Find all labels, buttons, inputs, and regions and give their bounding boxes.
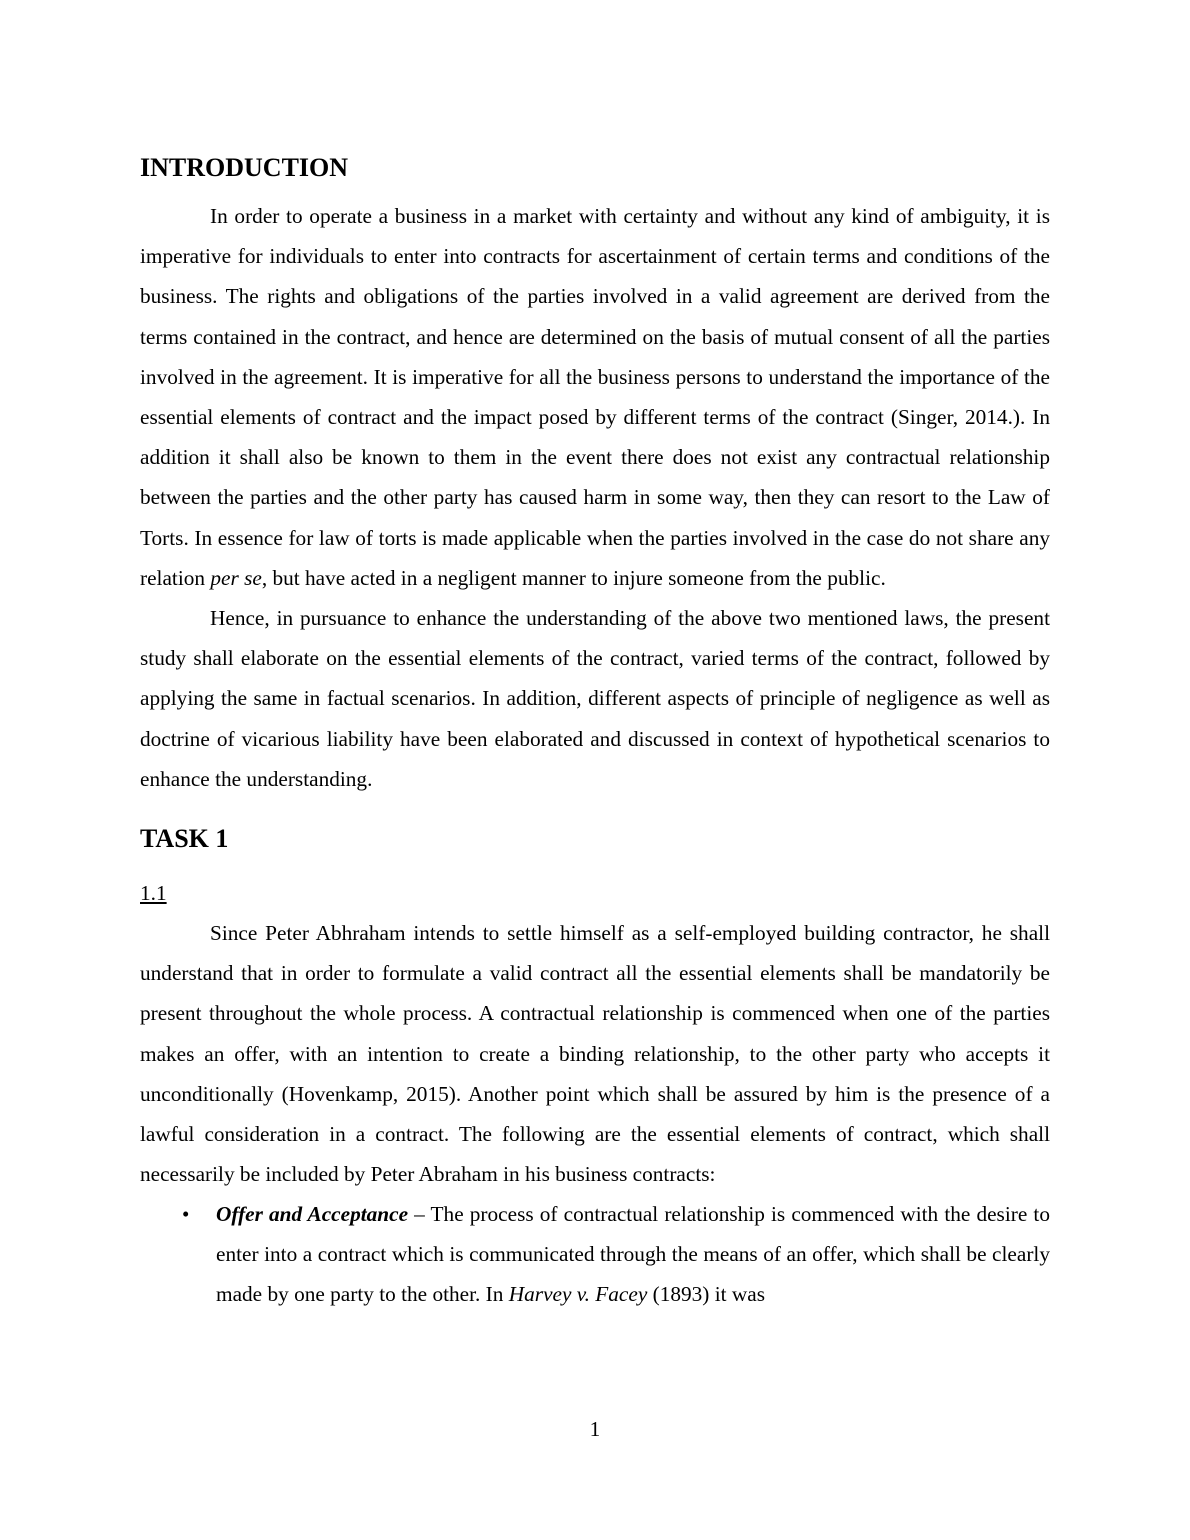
task-1-heading: TASK 1 [140,824,229,854]
introduction-paragraph-1 [140,196,1050,598]
list-item-tail: (1893) it was [647,1282,766,1307]
list-item [182,1194,1050,1314]
case-citation: Harvey v. Facey [508,1282,648,1307]
list-item-text: – The process of contractual relationship is commenced with the desire to enter into a contract which is communicated through the means of an offer, which shall be clearly made by one party to the other. In [216,1202,1050,1307]
introduction-paragraph-1-tail: , but have acted in a negligent manner to injure someone from the public. [261,565,886,590]
introduction-paragraph-2: Hence, in pursuance to enhance the understanding of the above two mentioned laws, the present study shall elaborate on the essential elements of the contract, varied terms of the contract, followed by applying the same in factual scenarios. In addition, different aspects of principle of negligence as well as doctrine of vicarious liability have been elaborated and discussed in context of hypothetical scenarios to enhance the understanding. [140,606,1050,791]
latin-phrase: per se [210,565,262,590]
page-number: 1 [589,1417,601,1441]
section-1-1-label: 1.1 [140,881,167,906]
document-page [140,150,1050,1314]
introduction-heading: INTRODUCTION [140,153,349,182]
task-1-paragraph-1: Since Peter Abhraham intends to settle himself as a self-employed building contractor, he shall understand that in order to formulate a valid contract all the essential elements shall be mandatorily be present throughout the whole process. A contractual relationship is commenced when one of the parties makes an offer, with an intention to create a binding relationship, to the other party who accepts it unconditionally (Hovenkamp, 2015). Another point which shall be assured by him is the presence of a lawful consideration in a contract. The following are the essential elements of contract, which shall necessarily be included by Peter Abraham in his business contracts: [140,921,1050,1187]
essential-elements-list [140,1194,1050,1314]
introduction-paragraph-1-text: In order to operate a business in a market with certainty and without any kind of ambiguity, it is imperative for individuals to enter into contracts for ascertainment of certain terms and conditions of the business. The rights and obligations of the parties involved in a valid agreement are derived from the terms contained in the contract, and hence are determined on the basis of mutual consent of all the parties involved in the agreement. It is imperative for all the business persons to understand the importance of the essential elements of contract and the impact posed by different terms of the contract (Singer, 2014.). In addition it shall also be known to them in the event there does not exist any contractual relationship between the parties and the other party has caused harm in some way, then they can resort to the Law of Torts. In essence for law of torts is made applicable when the parties involved in the case do not share any relation [140,204,1050,590]
bullet-icon: • [182,1202,190,1227]
offer-acceptance-term: Offer and Acceptance [216,1202,409,1227]
